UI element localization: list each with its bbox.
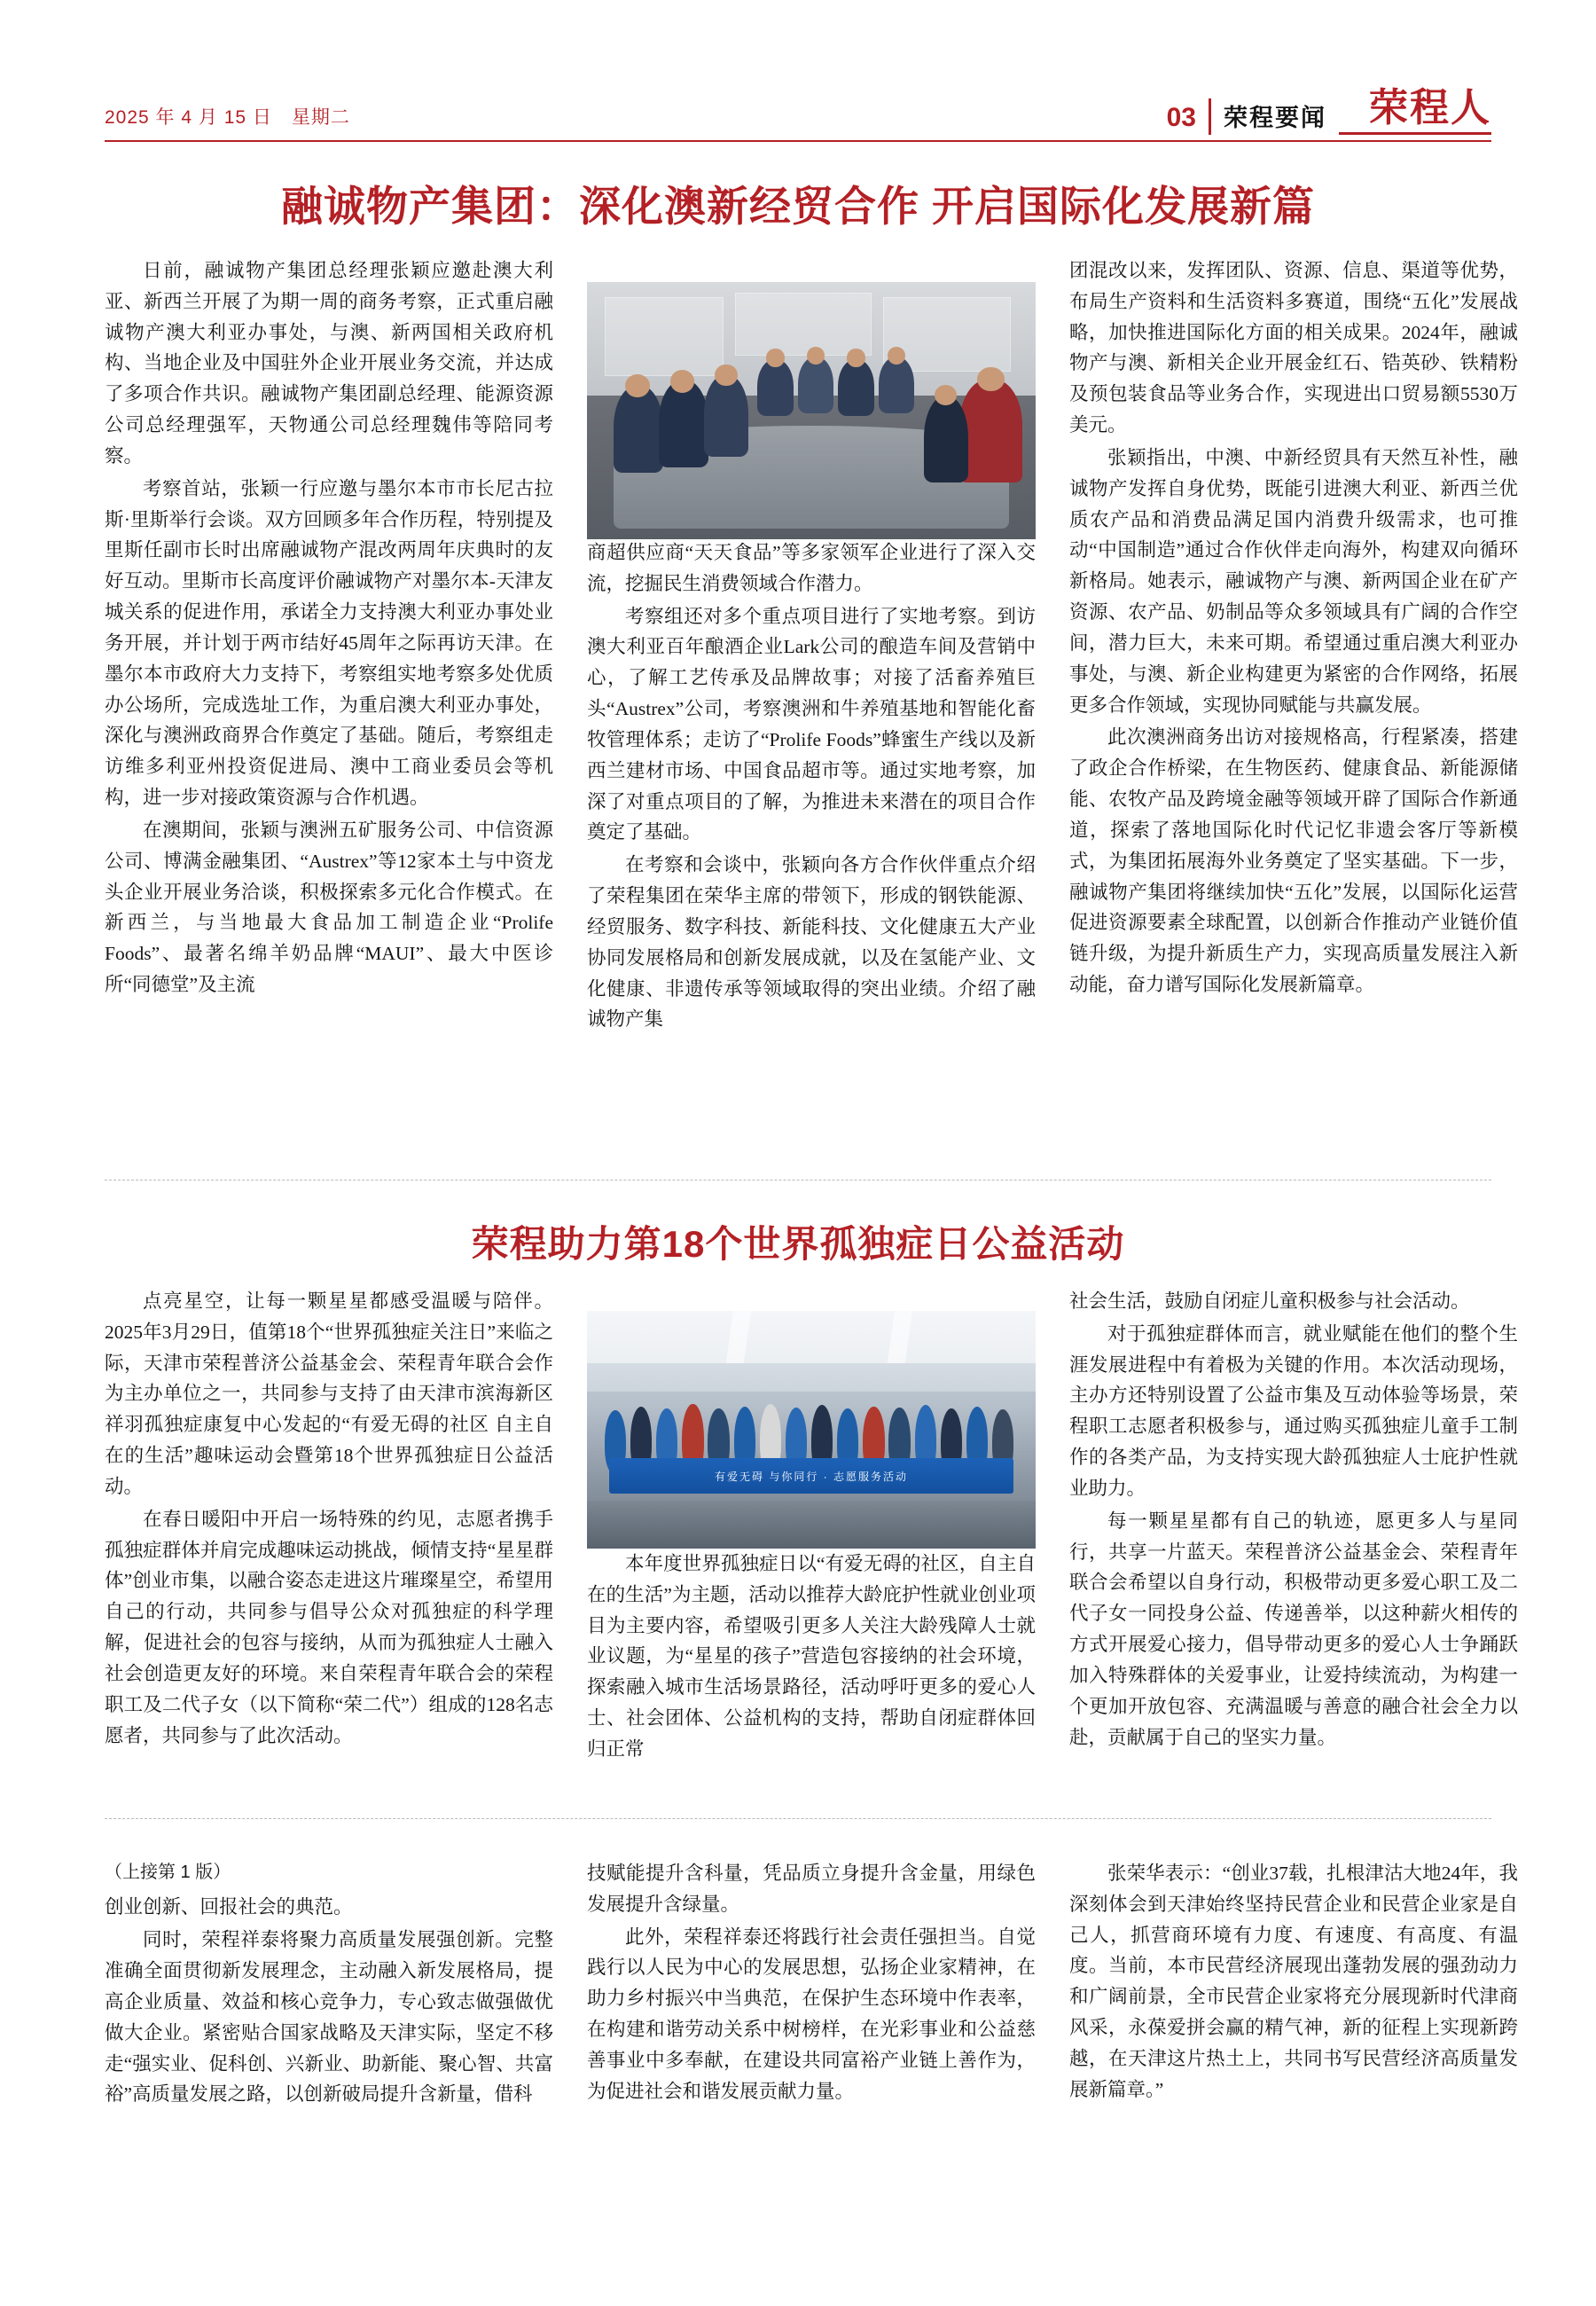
meeting-photo: [587, 282, 1036, 539]
article-2-column-3: [1069, 1286, 1518, 1767]
continued-from-note: （上接第 1 版）: [105, 1863, 231, 1882]
logo-underline: [1339, 132, 1491, 135]
masthead-right: [1166, 86, 1491, 135]
page-number: 03: [1166, 103, 1196, 132]
paragraph: 对于孤独症群体而言，就业赋能在他们的整个生涯发展进程中有着极为关键的作用。本次活动现场，主办方还特别设置了公益市集及互动体验等场景，荣程职工志愿者积极参与，通过购买孤独症儿童手工制作的各类产品，为支持实现大龄孤独症人士庇护性就业助力。: [1069, 1322, 1518, 1499]
paragraph: 考察首站，张颖一行应邀与墨尔本市市长尼古拉斯·里斯举行会谈。双方回顾多年合作历程，特别提及里斯任副市长时出席融诚物产混改两周年庆典时的友好互动。里斯市长高度评价融诚物产对墨尔本-天津友城关系的促进作用，承诺全力支持澳大利亚办事处业务开展，并计划于两市结好45周年之际再访天津。在墨尔本市政府大力支持下，考察组实地考察多处优质办公场所，完成选址工作，为重启澳大利亚办事处，深化与澳洲政商界合作奠定了基础。随后，考察组走访维多利亚州投资促进局、澳中工商业委员会等机构，进一步对接政策资源与合作机遇。: [105, 477, 553, 809]
paragraph: 此外，荣程祥泰还将践行社会责任强担当。自觉践行以人民为中心的发展思想，弘扬企业家精神，在助力乡村振兴中当典范，在保护生态环境中作表率，在构建和谐劳动关系中树榜样，在光彩事业和公益慈善事业中多奉献，在建设共同富裕产业链上善作为，为促进社会和谐发展贡献力量。: [587, 1926, 1036, 2102]
paragraph: 在澳期间，张颖与澳洲五矿服务公司、中信资源公司、博满金融集团、“Austrex”等12家本土与中资龙头企业开展业务洽谈，积极探索多元化合作模式。在新西兰，与当地最大食品加工制造企业“Prolife Foods”、最著名绵羊奶品牌“MAUI”、最大中医诊所“同德堂”及主流: [105, 819, 553, 996]
publication-logo: [1339, 86, 1491, 135]
article-divider-2: [105, 1818, 1491, 1819]
paragraph: 社会生活，鼓励自闭症儿童积极参与社会活动。: [1069, 1290, 1470, 1312]
paragraph: 团混改以来，发挥团队、资源、信息、渠道等优势，布局生产资料和生活资料多赛道，围绕“五化”发展战略，加快推进国际化方面的相关成果。2024年，融诚物产与澳、新相关企业开展金红石、锆英砂、铁精粉及预包装食品等业务合作，实现进出口贸易额5530万美元。: [1069, 260, 1518, 436]
paragraph: 本年度世界孤独症日以“有爱无碍的社区，自主自在的生活”为主题，活动以推荐大龄庇护性就业创业项目为主要内容，希望吸引更多人关注大龄残障人士就业议题，为“星星的孩子”营造包容接纳的社会环境，探索融入城市生活场景路径，活动呼吁更多的爱心人士、社会团体、公益机构的支持，帮助自闭症群体回归正常: [587, 1553, 1036, 1760]
weekday-text: 星期二: [291, 107, 350, 128]
masthead: [105, 85, 1491, 135]
masthead-divider: [105, 140, 1491, 142]
paragraph: 日前，融诚物产集团总经理张颖应邀赴澳大利亚、新西兰开展了为期一周的商务考察，正式重启融诚物产澳大利亚办事处，与澳、新两国相关政府机构、当地企业及中国驻外企业开展业务交流，并达成了多项合作共识。融诚物产集团副总经理、能源资源公司总经理强军，天物通公司总经理魏伟等陪同考察。: [105, 260, 553, 467]
paragraph: 在春日暖阳中开启一场特殊的约见，志愿者携手孤独症群体并肩完成趣味运动挑战，倾情支持“星星群体”创业市集，以融合姿态走进这片璀璨星空，希望用自己的行动，共同参与倡导公众对孤独症的科学理解，促进社会的包容与接纳，从而为孤独症人士融入社会创造更友好的环境。来自荣程青年联合会的荣程职工及二代子女（以下简称“荣二代”）组成的128名志愿者，共同参与了此次活动。: [105, 1508, 553, 1746]
article-3-column-2: [587, 1858, 1036, 2112]
publication-date: [105, 103, 350, 135]
paragraph: 在考察和会谈中，张颖向各方合作伙伴重点介绍了荣程集团在荣华主席的带领下，形成的钢铁能源、经贸服务、数字科技、新能科技、文化健康五大产业协同发展格局和创新发展成就，以及在氢能产业、文化健康、非遗传承等领域取得的突出业绩。介绍了融诚物产集: [587, 854, 1036, 1031]
article-2-column-1: [105, 1286, 553, 1767]
logo-text: 荣程人: [1369, 86, 1491, 129]
article-2-headline: 荣程助力第18个世界孤独症日公益活动: [471, 1223, 1125, 1265]
paragraph: 点亮星空，让每一颗星星都感受温暖与陪伴。2025年3月29日，值第18个“世界孤独症关注日”来临之际，天津市荣程普济公益基金会、荣程青年联合会作为主办单位之一，共同参与支持了由天津市滨海新区祥羽孤独症康复中心发起的“有爱无碍的社区 自主自在的生活”趣味运动会暨第18个世界孤独症日公益活动。: [105, 1290, 553, 1497]
paragraph: 同时，荣程祥泰将聚力高质量发展强创新。完整准确全面贯彻新发展理念，主动融入新发展格局，提高企业质量、效益和核心竞争力，专心致志做强做优做大企业。紧密贴合国家战略及天津实际，坚定不移走“强实业、促科创、兴新业、助新能、聚心智、共富裕”高质量发展之路，以创新破局提升含新量，借科: [105, 1929, 553, 2106]
section-title: 荣程要闻: [1209, 98, 1326, 135]
event-banner: 有爱无碍 与你同行 · 志愿服务活动: [609, 1458, 1013, 1494]
article-1-headline: 融诚物产集团：深化澳新经贸合作 开启国际化发展新篇: [280, 183, 1316, 230]
paragraph: 张荣华表示：“创业37载，扎根津沽大地24年，我深刻体会到天津始终坚持民营企业和民营企业家是自己人，抓营商环境有力度、有速度、有高度、有温度。当前，本市民营经济展现出蓬勃发展的强劲动力和广阔前景，全市民营企业家将充分展现新时代津商风采，永葆爱拼会赢的精气神，新的征程上实现新跨越，在天津这片热土上，共同书写民营经济高质量发展新篇章。”: [1069, 1863, 1518, 2100]
article-1-column-1: [105, 255, 553, 1037]
paragraph: 技赋能提升含科量，凭品质立身提升含金量，用绿色发展提升含绿量。: [587, 1863, 1036, 1915]
paragraph: 每一颗星星都有自己的轨迹，愿更多人与星同行，共享一片蓝天。荣程普济公益基金会、荣程青年联合会希望以自身行动，积极带动更多爱心职工及二代子女一同投身公益、传递善举，以这种薪火相传的方式开展爱心接力，倡导带动更多的爱心人士争踊跃加入特殊群体的关爱事业，让爱持续流动，为构建一个更加开放包容、充满温暖与善意的融合社会全力以赴，贡献属于自己的坚实力量。: [1069, 1510, 1518, 1748]
paragraph: 张颖指出，中澳、中新经贸具有天然互补性，融诚物产发挥自身优势，既能引进澳大利亚、新西兰优质农产品和消费品满足国内消费升级需求，也可推动“中国制造”通过合作伙伴走向海外，构建双向循环新格局。她表示，融诚物产与澳、新两国企业在矿产资源、农产品、奶制品等众多领域具有广阔的合作空间，潜力巨大，未来可期。希望通过重启澳大利亚办事处，与澳、新企业构建更为紧密的合作网络，拓展更多合作领域，实现协同赋能与共赢发展。: [1069, 446, 1518, 716]
paragraph: 商超供应商“天天食品”等多家领军企业进行了深入交流，挖掘民生消费领域合作潜力。: [587, 542, 1036, 594]
article-1-column-3: [1069, 255, 1518, 1037]
article-3-body: [105, 1858, 1518, 2112]
article-3-column-1: [105, 1858, 553, 2112]
date-text: 2025 年 4 月 15 日: [105, 107, 272, 128]
article-3-column-3: [1069, 1858, 1518, 2112]
paragraph: 考察组还对多个重点项目进行了实地考察。到访澳大利亚百年酿酒企业Lark公司的酿造车间及营销中心，了解工艺传承及品牌故事；对接了活畜养殖巨头“Austrex”公司，考察澳洲和牛养殖基地和智能化畜牧管理体系；走访了“Prolife Foods”蜂蜜生产线以及新西兰建材市场、中国食品超市等。通过实地考察，加深了对重点项目的了解，为推进未来潜在的项目合作奠定了基础。: [587, 605, 1036, 843]
paragraph: 创业创新、回报社会的典范。: [105, 1896, 353, 1918]
group-photo: [587, 1311, 1036, 1549]
paragraph: 此次澳洲商务出访对接规格高，行程紧凑，搭建了政企合作桥梁，在生物医药、健康食品、新能源储能、农牧产品及跨境金融等领域开辟了国际合作新通道，探索了落地国际化时代记忆非遗会客厅等新模式，为集团拓展海外业务奠定了坚实基础。下一步，融诚物产集团将继续加快“五化”发展，以国际化运营促进资源要素全球配置，以创新合作推动产业链价值链升级，为提升新质生产力，实现高质量发展注入新动能，奋力谱写国际化发展新篇章。: [1069, 726, 1518, 996]
